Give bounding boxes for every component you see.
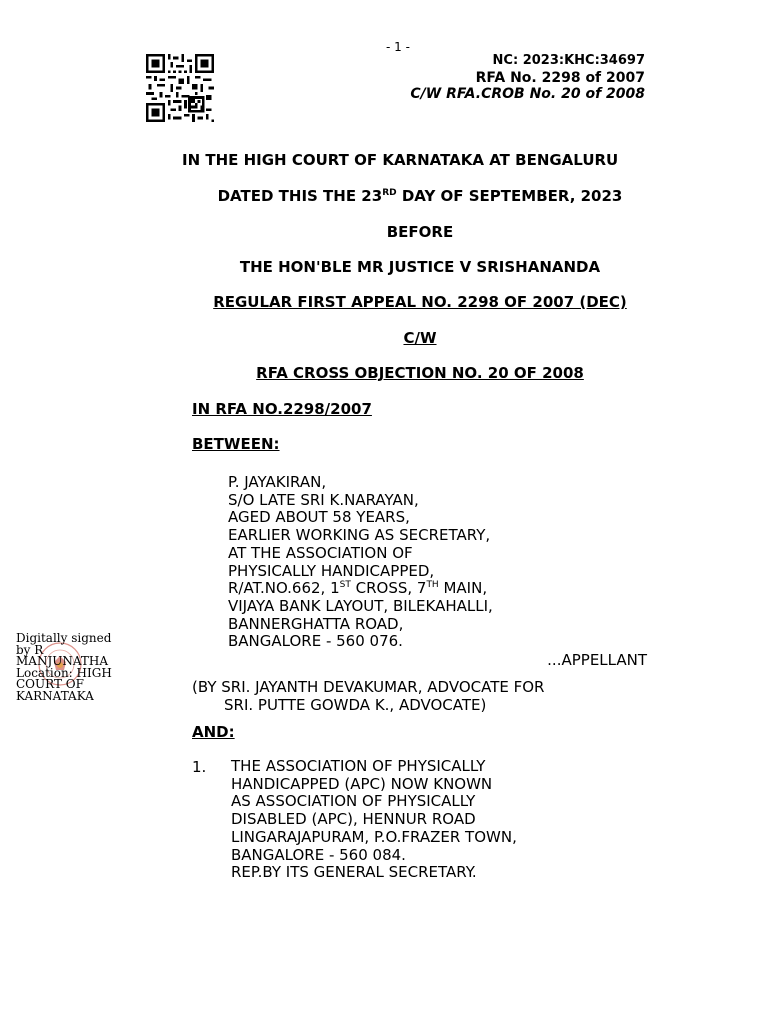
appellant-name: P. JAYAKIRAN, [228,473,327,491]
connected-with: C/W [403,329,437,347]
appellant-role: ...APPELLANT [547,651,647,669]
connected-case-number: C/W RFA.CROB No. 20 of 2008 [410,86,645,102]
appellant-line: AGED ABOUT 58 YEARS, [228,508,410,527]
signature-line: Digitally signed [16,631,112,645]
respondent-details [231,758,517,882]
appellant-line: AT THE ASSOCIATION OF [228,543,413,562]
counsel-line-2: SRI. PUTTE GOWDA K., ADVOCATE) [224,696,487,714]
respondent-line: LINGARAJAPURAM, P.O.FRAZER TOWN, [231,827,517,846]
respondent-line: AS ASSOCIATION OF PHYSICALLY [231,792,476,811]
appeal-title: REGULAR FIRST APPEAL NO. 2298 OF 2007 (DEC) [213,293,627,311]
appellant-line: PHYSICALLY HANDICAPPED, [228,561,435,580]
appellant-address-line: R/AT.NO.662, 1ST CROSS, 7TH MAIN, [228,579,488,598]
dated-line: DATED THIS THE 23RD DAY OF SEPTEMBER, 2023 [217,187,623,205]
appellant-line: BANNERGHATTA ROAD, [228,614,404,633]
respondent-number: 1. [192,758,207,776]
in-rfa-heading: IN RFA NO.2298/2007 [192,400,372,418]
respondent-line: BANGALORE - 560 084. [231,845,406,864]
and-heading: AND: [192,723,235,741]
signature-line: COURT OF [16,677,84,692]
counsel-line-1: (BY SRI. JAYANTH DEVAKUMAR, ADVOCATE FOR [192,678,545,696]
respondent-line: THE ASSOCIATION OF PHYSICALLY [231,757,486,775]
appellant-line: VIJAYA BANK LAYOUT, BILEKAHALLI, [228,596,493,615]
cross-objection-title: RFA CROSS OBJECTION NO. 20 OF 2008 [256,364,584,382]
signature-line: Location: HIGH [16,665,112,680]
appellant-line: S/O LATE SRI K.NARAYAN, [228,490,419,509]
respondent-line: HANDICAPPED (APC) NOW KNOWN [231,774,493,793]
respondent-line: DISABLED (APC), HENNUR ROAD [231,810,476,829]
qr-code [145,54,215,122]
court-title: IN THE HIGH COURT OF KARNATAKA AT BENGALURU [182,151,619,169]
signature-line: by R [16,642,44,657]
respondent-line: REP.BY ITS GENERAL SECRETARY. [231,863,477,882]
appellant-line: BANGALORE - 560 076. [228,632,403,651]
signature-line: KARNATAKA [16,688,94,703]
between-heading: BETWEEN: [192,435,280,453]
before-heading: BEFORE [386,223,454,241]
digital-signature-block [16,633,112,703]
appellant-line: EARLIER WORKING AS SECRETARY, [228,526,491,545]
case-number: RFA No. 2298 of 2007 [475,70,645,86]
appellant-details [228,474,493,651]
judge-name: THE HON'BLE MR JUSTICE V SRISHANANDA [239,258,601,276]
neutral-citation: NC: 2023:KHC:34697 [492,53,645,68]
page-number: - 1 - [386,40,410,54]
signature-line: MANJUNATHA [16,654,109,669]
